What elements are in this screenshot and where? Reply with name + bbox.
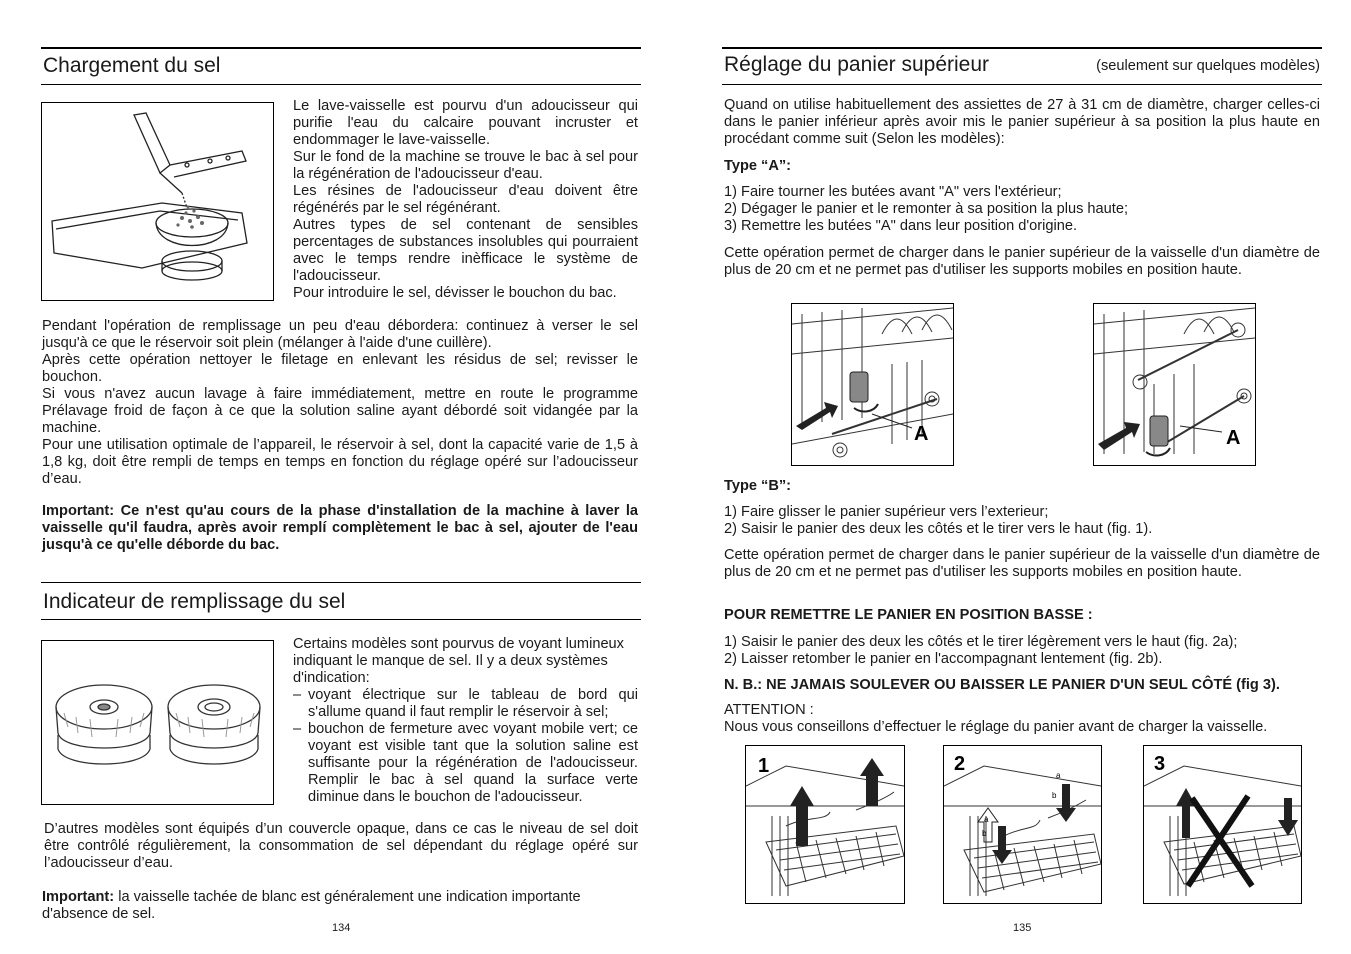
title-rule-left xyxy=(41,84,641,85)
salt-loading-illustration xyxy=(41,102,274,301)
type-a-step: 1) Faire tourner les butées avant "A" vers l'extérieur; xyxy=(724,184,1062,200)
basket-figure-3 xyxy=(1143,745,1302,904)
type-b-step: 1) Faire glisser le panier supérieur vers l’exterieur; xyxy=(724,504,1049,520)
attention-text: Nous vous conseillons d’effectuer le réglage du panier avant de charger la vaisselle. xyxy=(724,719,1268,735)
important-label: Important: xyxy=(42,889,115,905)
top-rule-left xyxy=(41,47,641,49)
figure-sublabel: b xyxy=(982,829,987,838)
type-b-note: Cette opération permet de charger dans le panier supérieur de la vaisselle d'un diamètre de plus de 20 cm et ne permet pas d'utiliser les supports mobiles en position haute. xyxy=(724,547,1320,580)
figure-sublabel: a xyxy=(984,815,989,824)
top-rule-right xyxy=(722,47,1322,49)
intro-paragraph: Les résines de l'adoucisseur d'eau doivent être régénérés par le sel régénérant. xyxy=(293,183,638,216)
section-title-salt-load: Chargement du sel xyxy=(43,54,221,77)
indicator-intro: Certains modèles sont pourvus de voyant lumineux indiquant le manque de sel. Il y a deux systèmes d'indication: xyxy=(293,636,624,686)
section-title-basket: Réglage du panier supérieur xyxy=(724,53,990,76)
salt-load-body xyxy=(42,318,638,488)
section-title-indicator: Indicateur de remplissage du sel xyxy=(43,590,346,613)
intro-paragraph: Le lave-vaisselle est pourvu d'un adoucisseur qui purifie l'eau du calcaire pouvant incruster et endommager le lave-vaisselle. xyxy=(293,98,638,148)
page-number-right: 135 xyxy=(1013,922,1032,934)
indicator-important xyxy=(42,889,638,923)
body-paragraph: Après cette opération nettoyer le filetage en enlevant les résidus de sel; revisser le bouchon. xyxy=(42,352,638,385)
type-b-step: 2) Saisir le panier des deux les côtés et le tirer vers le haut (fig. 1). xyxy=(724,521,1153,537)
stop-label: A xyxy=(914,423,929,445)
figure-number: 1 xyxy=(758,755,770,777)
type-a-step: 3) Remettre les butées "A" dans leur position d'origine. xyxy=(724,218,1078,234)
figure-number: 2 xyxy=(954,753,966,775)
figure-number: 3 xyxy=(1154,753,1166,775)
indicator-item: – voyant électrique sur le tableau de bord qui s'allume quand il faut remplir le réservoir à sel; xyxy=(293,687,638,721)
salt-load-intro xyxy=(293,98,638,302)
intro-paragraph: Sur le fond de la machine se trouve le bac à sel pour la régénération de l'adoucisseur d'eau. xyxy=(293,149,638,182)
body-paragraph: Si vous n'avez aucun lavage à faire immédiatement, mettre en route le programme Prélavage froid de façon à ce que la solution saline ayant débordé soit vidangée par la machine. xyxy=(42,386,638,436)
body-paragraph: Pour une utilisation optimale de l’appareil, le réservoir à sel, dont la capacité varie de 1,5 à 1,8 kg, doit être rempli de temps en temps en fonction du réglage opéré sur l’adoucisseur d’eau. xyxy=(42,437,638,487)
stop-label: A xyxy=(1226,427,1241,449)
type-a-figure-left xyxy=(791,303,954,466)
type-b-label: Type “B”: xyxy=(724,478,792,494)
salt-caps-illustration xyxy=(41,640,274,805)
low-step: 2) Laisser retomber le panier en l'accompagnant lentement (fig. 2b). xyxy=(724,651,1163,667)
low-position-steps xyxy=(724,634,1320,668)
title-rule-indicator xyxy=(41,619,641,620)
intro-paragraph: Pour introduire le sel, dévisser le bouchon du bac. xyxy=(293,285,617,301)
nb-warning: N. B.: NE JAMAIS SOULEVER OU BAISSER LE PANIER D'UN SEUL CÔTÉ (fig 3). xyxy=(724,677,1280,693)
type-a-label: Type “A”: xyxy=(724,158,792,174)
attention-block xyxy=(724,702,1320,736)
type-a-step: 2) Dégager le panier et le remonter à sa position la plus haute; xyxy=(724,201,1129,217)
type-b-steps xyxy=(724,504,1320,538)
page-number-left: 134 xyxy=(332,922,351,934)
type-a-steps xyxy=(724,184,1320,235)
figure-sublabel: b xyxy=(1052,791,1057,800)
salt-load-important: Important: Ce n'est qu'au cours de la phase d'installation de la machine à laver la vaisselle qu'il faudra, après avoir remplí complètement le bac à sel, ajouter de l'eau jusqu'à ce qu'elle déborde du bac. xyxy=(42,503,638,553)
basket-figure-1 xyxy=(745,745,905,904)
title-rule-right xyxy=(722,84,1322,85)
body-paragraph: Pendant l'opération de remplissage un peu d'eau débordera: continuez à verser le sel jusqu'à ce que le réservoir soit plein (mélanger à l'aide d'une cuillère). xyxy=(42,318,638,351)
basket-figure-2 xyxy=(943,745,1102,904)
section-rule-indicator xyxy=(41,582,641,583)
low-position-title: POUR REMETTRE LE PANIER EN POSITION BASSE : xyxy=(724,607,1093,623)
intro-paragraph: Autres types de sel contenant de sensibles percentages de substances insolubles qui pourraient avec le temps rendre inèfficace le système de l'adoucisseur. xyxy=(293,217,638,284)
important-text: la vaisselle tachée de blanc est généralement une indication importante d'absence de sel. xyxy=(42,889,581,922)
type-a-note: Cette opération permet de charger dans le panier supérieur de la vaisselle d'un diamètre de plus de 20 cm et ne permet pas d'utiliser les supports mobiles en position haute. xyxy=(724,245,1320,278)
indicator-item: – bouchon de fermeture avec voyant mobile vert; ce voyant est visible tant que la solution saline est suffisante pour la régénération de l'adoucisseur. Remplir le bac à sel quand la surface verte diminue dans le bouchon de l'adoucisseur. xyxy=(293,721,638,806)
low-step: 1) Saisir le panier des deux les côtés et le tirer légèrement vers le haut (fig. 2a); xyxy=(724,634,1238,650)
type-a-figure-right xyxy=(1093,303,1256,466)
basket-intro: Quand on utilise habituellement des assiettes de 27 à 31 cm de diamètre, charger celles-ci dans le panier inférieur après avoir mis le panier supérieur à sa position la plus haute en procédant comme suit (Selon les modèles): xyxy=(724,97,1320,147)
attention-label: ATTENTION : xyxy=(724,702,814,718)
figure-sublabel: a xyxy=(1056,771,1061,780)
section-subtitle: (seulement sur quelques modèles) xyxy=(1096,58,1320,74)
indicator-other: D’autres modèles sont équipés d’un couvercle opaque, dans ce cas le niveau de sel doit être contrôlé régulièrement, la consommation de sel dépendant du réglage opéré sur l’adoucisseur d’eau. xyxy=(44,821,638,871)
indicator-intro-block xyxy=(293,636,638,806)
